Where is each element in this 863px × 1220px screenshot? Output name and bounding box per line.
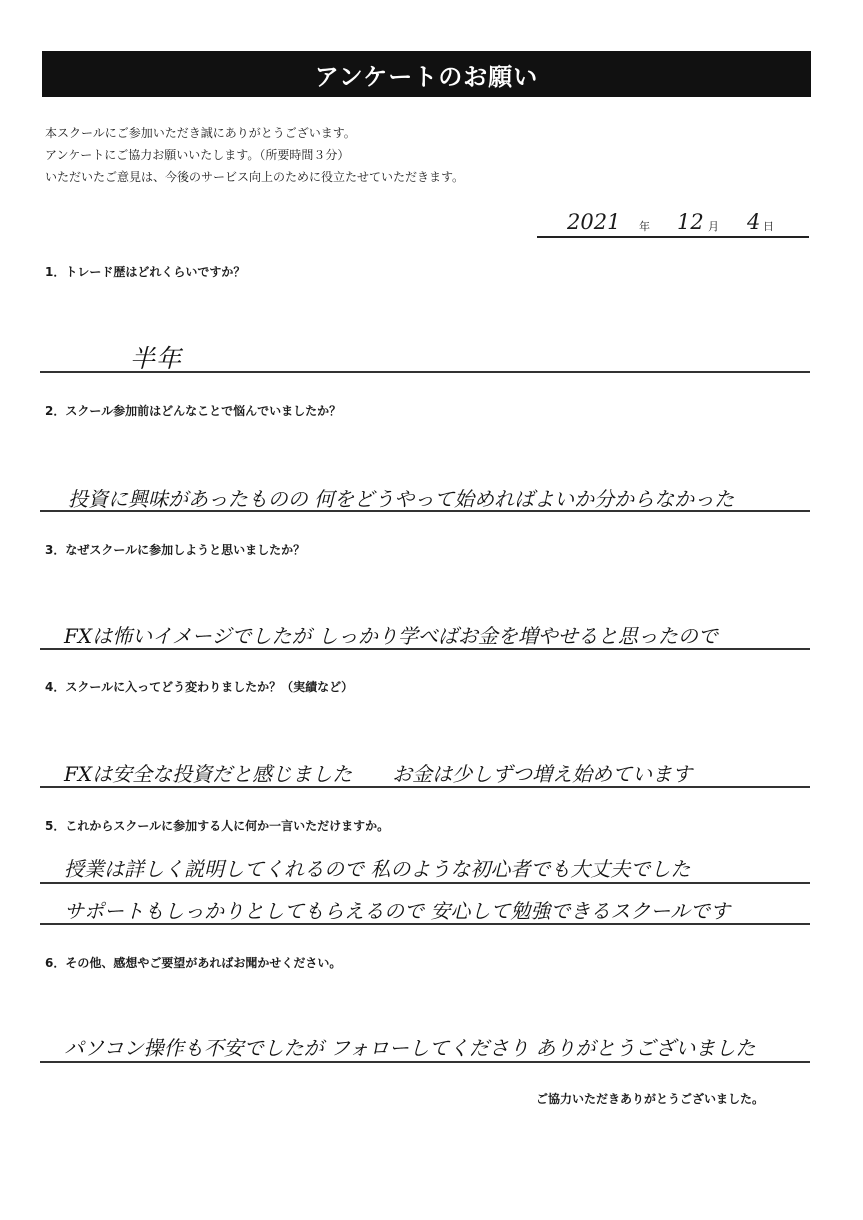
closing-text: ご協力いただきありがとうございました。 [536,1092,765,1106]
answer-6: パソコン操作も不安でしたが フォローしてくださり ありがとうございました [64,1036,756,1060]
date-day-unit: 日 [763,220,774,233]
answer-line-4 [40,786,810,788]
answer-1: 半年 [130,344,183,373]
question-3: 3．なぜスクールに参加しようと思いましたか？ [45,543,306,557]
answer-4: FXは安全な投資だと感じました お金は少しずつ増え始めています [64,762,693,786]
answer-line-1 [40,371,810,373]
date-month: 12 [677,210,704,234]
answer-5-line-2: サポートもしっかりとしてもらえるので 安心して勉強できるスクールです [64,899,730,923]
intro-line: アンケートにご協力お願いいたします。（所要時間３分） [45,148,350,162]
answer-line-6 [40,1061,810,1063]
intro-text [45,122,464,188]
date-month-unit: 月 [708,220,719,233]
question-6: 6．その他、感想やご要望があればお聞かせください。 [45,956,342,970]
question-1: 1．トレード歴はどれくらいですか？ [45,265,246,279]
answer-2: 投資に興味があったものの 何をどうやって始めればよいか分からなかった [68,487,735,511]
answer-line-5b [40,923,810,925]
date-field [537,208,809,238]
date-year-unit: 年 [639,220,650,233]
date-day: 4 [747,210,761,234]
answer-line-5a [40,882,810,884]
intro-line: いただいたご意見は、今後のサービス向上のために役立たせていただきます。 [45,170,465,184]
answer-line-3 [40,648,810,650]
question-5: 5．これからスクールに参加する人に何か一言いただけますか。 [45,819,390,833]
survey-title: アンケートのお願い [42,51,811,97]
date-year: 2021 [567,210,621,234]
answer-3: FXは怖いイメージでしたが しっかり学べばお金を増やせると思ったので [64,624,718,648]
question-4: 4．スクールに入ってどう変わりましたか？（実績など） [45,680,354,694]
answer-line-2 [40,510,810,512]
question-2: 2．スクール参加前はどんなことで悩んでいましたか？ [45,404,342,418]
intro-line: 本スクールにご参加いただき誠にありがとうございます。 [45,126,356,140]
answer-5-line-1: 授業は詳しく説明してくれるので 私のような初心者でも大丈夫でした [64,857,691,881]
